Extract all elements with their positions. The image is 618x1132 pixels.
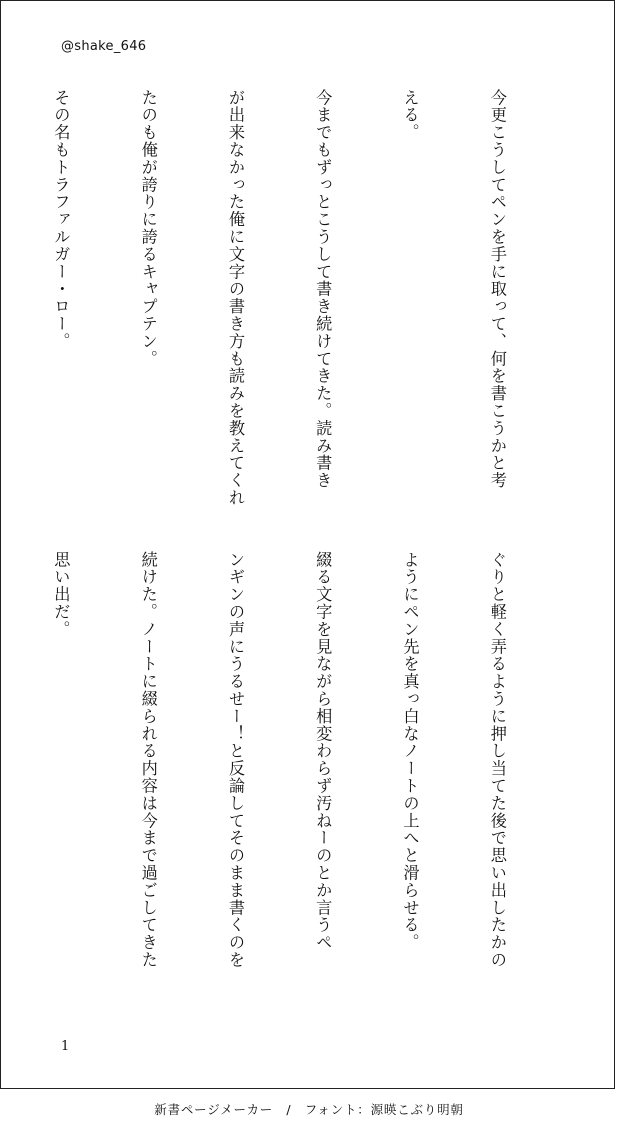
text-line: ンギンの声にうるせー！と反論してそのまま書くのを: [225, 551, 245, 969]
text-line: 続けた。ノートに綴られる内容は今まで過ごしてきた: [138, 551, 158, 969]
text-line: 綴る文字を見ながら相変わらず汚ねーのとか言うペ: [313, 551, 333, 952]
footer-credit: 新書ページメーカー / フォント：源暎こぶり明朝: [154, 1102, 464, 1117]
vertical-text-top-block: [50, 89, 570, 529]
text-line: ぐりと軽く弄るように押し当てた後で思い出したかの: [487, 551, 507, 969]
author-handle: @shake_646: [61, 39, 147, 54]
page-number: 1: [61, 1039, 70, 1054]
text-line: 思い出だ。: [51, 551, 71, 638]
text-line: 今更こうしてペンを手に取って、何を書こうかと考: [487, 89, 507, 490]
text-line: その名もトラファルガー・ロー。: [51, 89, 71, 350]
text-line: ようにペン先を真っ白なノートの上へと滑らせる。: [400, 551, 420, 952]
text-line: が出来なかった俺に文字の書き方も読みを教えてくれ: [225, 89, 245, 507]
text-line: たのも俺が誇りに誇るキャプテン。: [138, 89, 158, 368]
text-line: 今までもずっとこうして書き続けてきた。読み書き: [313, 89, 333, 490]
text-line: える。: [400, 89, 420, 142]
vertical-text-bottom-block: [50, 551, 570, 991]
